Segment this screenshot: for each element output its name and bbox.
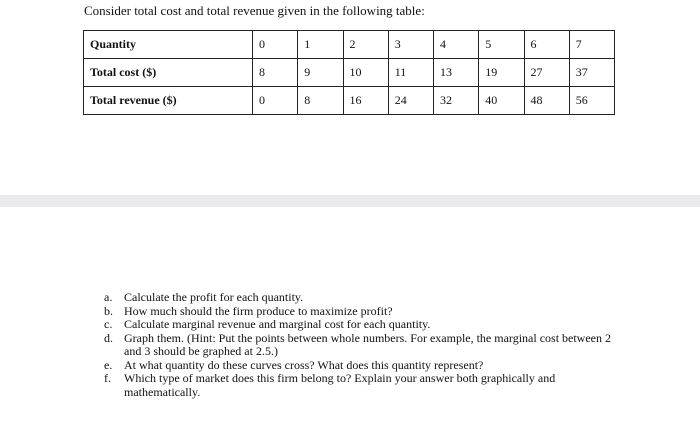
- table-cell: 27: [524, 59, 569, 87]
- table-cell: 40: [479, 87, 524, 115]
- question-letter: e.: [104, 357, 113, 372]
- table-row: [84, 87, 615, 115]
- row-label: Total revenue ($): [84, 87, 253, 115]
- table-cell: 32: [434, 87, 479, 115]
- table-cell: 7: [569, 31, 614, 59]
- cost-revenue-table: [83, 30, 615, 115]
- intro-text: Consider total cost and total revenue given in the following table:: [84, 3, 425, 18]
- table-row: [84, 31, 615, 59]
- table-cell: 8: [253, 59, 298, 87]
- question-item: [104, 332, 624, 359]
- row-label: Quantity: [84, 31, 253, 59]
- table-cell: 11: [388, 59, 433, 87]
- table-cell: 19: [479, 59, 524, 87]
- question-text: Calculate marginal revenue and marginal cost for each quantity.: [124, 317, 431, 331]
- top-page: [0, 0, 700, 195]
- table-cell: 4: [434, 31, 479, 59]
- question-item: [104, 318, 624, 332]
- table-cell: 24: [388, 87, 433, 115]
- table-cell: 0: [253, 31, 298, 59]
- table-cell: 56: [569, 87, 614, 115]
- question-letter: d.: [104, 330, 113, 345]
- table-cell: 5: [479, 31, 524, 59]
- question-text: Calculate the profit for each quantity.: [124, 290, 304, 304]
- table-cell: 48: [524, 87, 569, 115]
- question-text: Graph them. (Hint: Put the points between whole numbers. For example, the marginal cost between 2 and 3 should be graphed at 2.5.): [124, 330, 612, 358]
- row-label: Total cost ($): [84, 59, 253, 87]
- question-text: Which type of market does this firm belong to? Explain your answer both graphically and mathematically.: [124, 371, 556, 399]
- question-item: [104, 305, 624, 319]
- table-cell: 8: [298, 87, 343, 115]
- table-cell: 16: [343, 87, 388, 115]
- table-cell: 10: [343, 59, 388, 87]
- table-cell: 13: [434, 59, 479, 87]
- question-letter: a.: [104, 290, 113, 304]
- question-item: [104, 359, 624, 373]
- table-cell: 0: [253, 87, 298, 115]
- table-cell: 9: [298, 59, 343, 87]
- question-item: [104, 372, 624, 399]
- question-letter: f.: [104, 371, 111, 385]
- question-item: [104, 291, 624, 305]
- table-cell: 37: [569, 59, 614, 87]
- table-cell: 1: [298, 31, 343, 59]
- question-text: How much should the firm produce to maximize profit?: [124, 303, 393, 318]
- question-letter: c.: [104, 317, 113, 331]
- table-cell: 3: [388, 31, 433, 59]
- question-text: At what quantity do these curves cross? What does this quantity represent?: [124, 357, 484, 372]
- question-letter: b.: [104, 303, 113, 318]
- table-row: [84, 59, 615, 87]
- table-cell: 6: [524, 31, 569, 59]
- table-cell: 2: [343, 31, 388, 59]
- question-list: [104, 291, 624, 399]
